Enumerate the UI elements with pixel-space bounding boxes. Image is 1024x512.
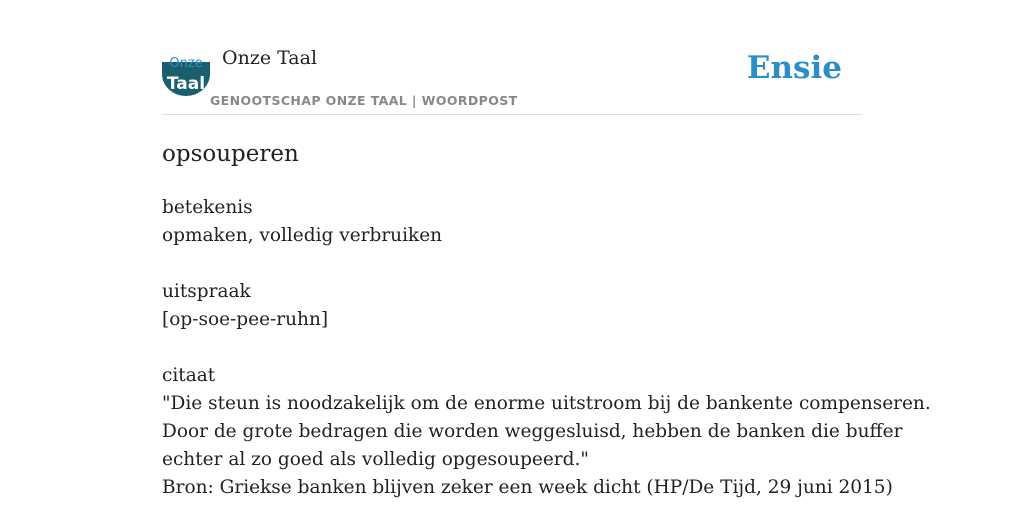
quote-label: citaat — [162, 365, 216, 386]
meaning-label: betekenis — [162, 197, 253, 218]
pronunciation-value: [op-soe-pee-ruhn] — [162, 309, 329, 330]
quote-section — [162, 362, 931, 502]
svg-text:Onze: Onze — [169, 56, 203, 71]
entry-card — [162, 44, 931, 502]
quote-source: Bron: Griekse banken blijven zeker een week dicht (HP/De Tijd, 29 juni 2015) — [162, 477, 893, 498]
svg-text:Taal: Taal — [166, 74, 206, 94]
quote-line: "Die steun is noodzakelijk om de enorme uitstroom bij de bankente compenseren. — [162, 393, 931, 414]
meaning-section — [162, 194, 862, 250]
site-name: Onze Taal — [222, 47, 318, 69]
ensie-brand-link[interactable]: Ensie — [746, 50, 842, 86]
pronunciation-label: uitspraak — [162, 281, 251, 302]
entry-word: opsouperen — [162, 141, 299, 167]
onze-taal-logo — [162, 54, 210, 96]
meaning-value: opmaken, volledig verbruiken — [162, 225, 443, 246]
quote-line: echter al zo goed als volledig opgesoupeerd." — [162, 449, 589, 470]
site-subtitle: GENOOTSCHAP ONZE TAAL | WOORDPOST — [210, 93, 518, 108]
card-header — [162, 44, 862, 115]
quote-line: Door de grote bedragen die worden weggesluisd, hebben de banken die buffer — [162, 421, 903, 442]
pronunciation-section — [162, 278, 862, 334]
